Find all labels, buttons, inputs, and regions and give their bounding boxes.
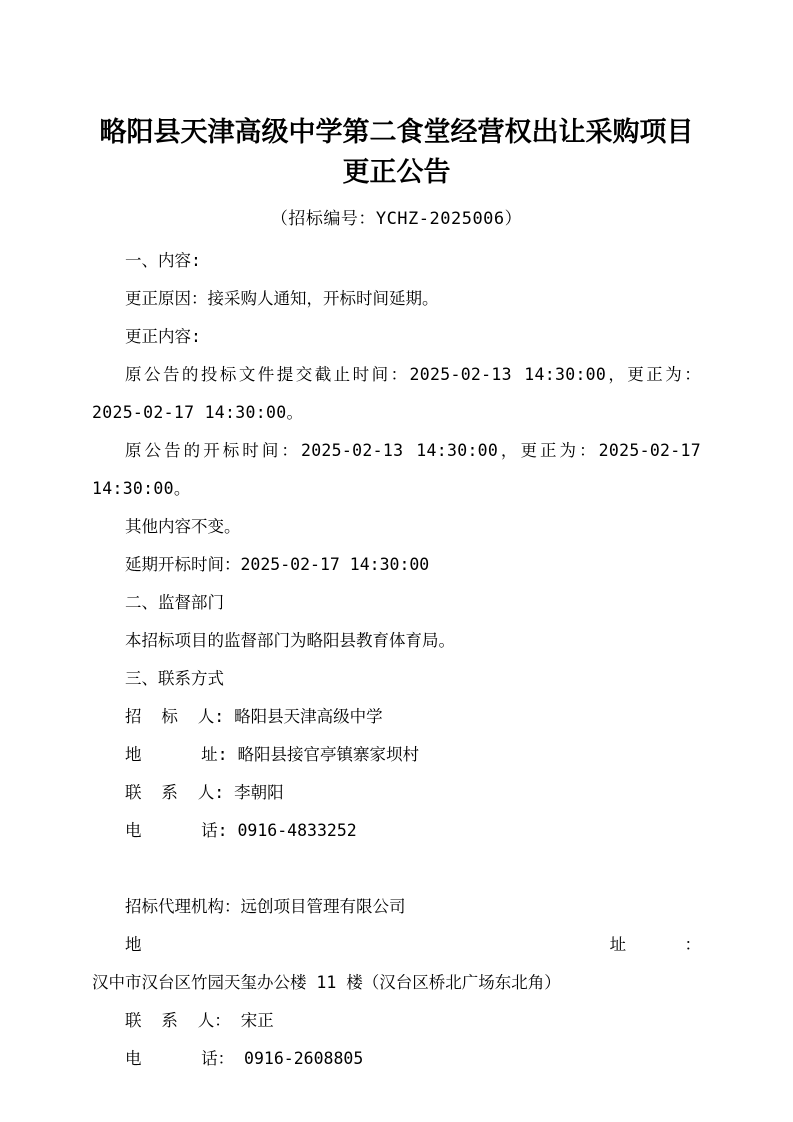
contact-value: 李朝阳 <box>234 783 284 802</box>
agent-org-row <box>92 888 701 926</box>
contact-row-person <box>92 774 701 812</box>
agent-phone-value: 0916-2608805 <box>244 1049 364 1068</box>
contact-value: 略阳县接官亭镇寨家坝村 <box>237 745 419 764</box>
agent-address-row <box>92 926 701 1002</box>
section-heading-content: 一、内容: <box>125 251 201 270</box>
agent-address-label: 地 址： <box>125 935 701 954</box>
agent-phone-row <box>92 1040 701 1078</box>
postponed-opening-time-line: 延期开标时间：2025-02-17 14:30:00 <box>125 555 430 574</box>
blank-line <box>92 850 701 888</box>
agent-person-label: 联 系 人： <box>125 1011 231 1030</box>
contact-label: 电 话: <box>125 821 228 840</box>
agent-person-value: 宋正 <box>240 1011 274 1030</box>
section-heading-supervision: 二、监督部门 <box>125 593 224 612</box>
contact-value: 0916-4833252 <box>237 821 357 840</box>
other-content-unchanged-line: 其他内容不变。 <box>125 517 241 536</box>
contact-value: 略阳县天津高级中学 <box>234 707 383 726</box>
revision-reason-line: 更正原因：接采购人通知，开标时间延期。 <box>125 289 439 308</box>
revision-content-heading: 更正内容: <box>125 327 201 346</box>
contact-label: 地 址: <box>125 745 228 764</box>
page-title: 略阳县天津高级中学第二食堂经营权出让采购项目更正公告 <box>99 117 694 187</box>
contact-label: 招 标 人: <box>125 707 225 726</box>
tender-number: （招标编号：YCHZ-2025006） <box>270 209 523 229</box>
section-heading-contact: 三、联系方式 <box>125 669 224 688</box>
agent-address-value: 汉中市汉台区竹园天玺办公楼 11 楼（汉台区桥北广场东北角） <box>92 973 561 992</box>
contact-label: 联 系 人: <box>125 783 225 802</box>
contact-row-phone <box>92 812 701 850</box>
agent-org-value: 远创项目管理有限公司 <box>240 897 406 916</box>
supervision-department-line: 本招标项目的监督部门为略阳县教育体育局。 <box>125 631 455 650</box>
agent-org-label: 招标代理机构： <box>125 897 241 916</box>
contact-row-tenderer <box>92 698 701 736</box>
agent-person-row <box>92 1002 701 1040</box>
bid-opening-time-line: 原公告的开标时间：2025-02-13 14:30:00，更正为：2025-02-17 14:30:00。 <box>92 441 701 498</box>
document-body <box>92 242 701 1078</box>
contact-row-address <box>92 736 701 774</box>
bid-submission-deadline-line: 原公告的投标文件提交截止时间：2025-02-13 14:30:00，更正为：2025-02-17 14:30:00。 <box>92 365 701 422</box>
agent-phone-label: 电 话： <box>125 1049 235 1068</box>
